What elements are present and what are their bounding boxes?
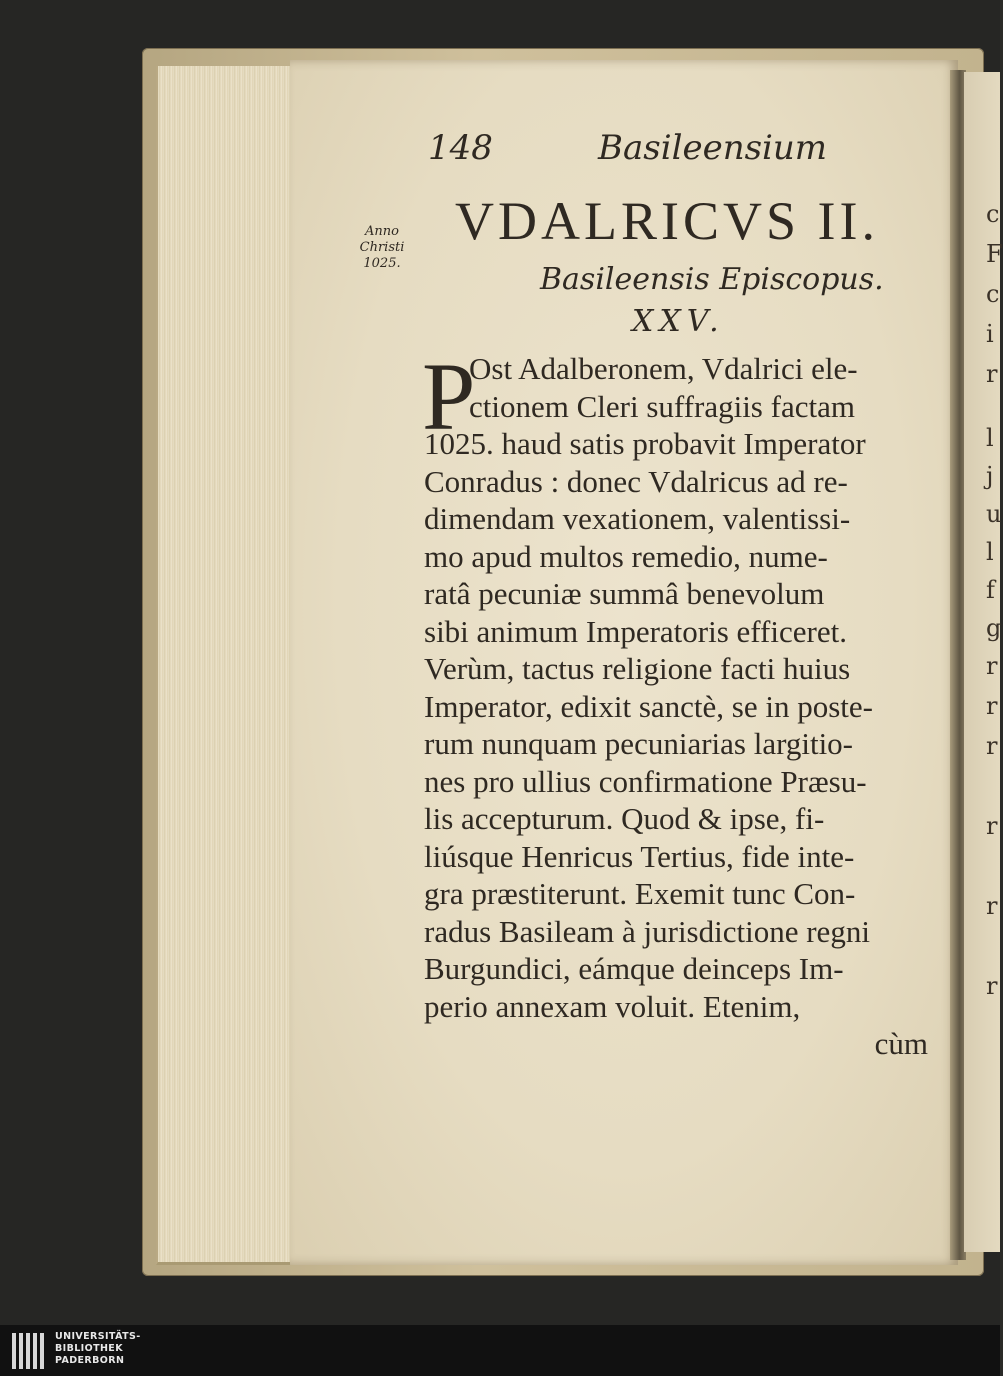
chapter-subtitle: Basileensis Episcopus. [540,262,884,297]
library-name-line: UNIVERSITÄTS- [55,1331,141,1342]
next-page-letter: r [986,892,998,920]
margin-note-line: 1025. [363,256,401,271]
next-page-letter: u [986,500,1002,528]
next-page-letter: l [986,424,994,452]
library-logo-icon [12,1333,48,1369]
library-name-line: BIBLIOTHEK [55,1343,123,1354]
body-text [422,343,964,1063]
margin-note-line: Anno [365,224,399,239]
next-page-letter: c [986,280,1000,308]
next-page-letter: c [986,200,1000,228]
text-line: Verùm, tactus religione facti huius [424,651,851,686]
text-line: 1025. haud satis probavit Imperator [424,426,866,461]
next-page-letter: r [986,972,998,1000]
next-page-letter: g [986,614,1002,642]
institution-footer [0,1325,1000,1376]
library-name-line: PADERBORN [55,1355,125,1366]
page-edges [156,66,294,1265]
running-head-title: Basileensium [598,128,828,168]
library-name [55,1331,141,1367]
text-line: lis accepturum. Quod & ipse, fi- [424,801,825,836]
running-head [428,128,828,172]
text-line: Conradus : donec Vdalricus ad re- [424,463,848,499]
next-page-glimpse [964,72,1003,1252]
text-line: Ost Adalberonem, Vdalrici ele- [469,351,858,386]
catchword: cùm [874,1026,928,1061]
chapter-title: VDALRICVS II. [455,191,879,251]
next-page-letter: r [986,692,998,720]
text-line: rum nunquam pecuniarias largitio- [424,726,854,761]
margin-note [352,224,412,272]
next-page-letter: r [986,812,998,840]
next-page-letter: r [986,360,998,388]
next-page-letter: f [986,576,995,604]
next-page-letter: r [986,732,998,760]
margin-note-line: Christi [359,240,405,255]
next-page-letter: l [986,538,994,566]
text-line: dimendam vexationem, valentissi- [424,501,851,536]
drop-capital: P [422,343,476,450]
next-page-letter: j [986,462,994,490]
text-line: gra præstiterunt. Exemit tunc Con- [424,876,856,911]
text-line: Burgundici, eámque deinceps Im- [424,951,844,986]
text-line: Imperator, edixit sanctè, se in poste- [424,688,873,724]
text-line: sibi animum Imperatoris efficeret. [424,613,847,649]
text-line: liúsque Henricus Tertius, fide inte- [424,838,855,874]
text-line: nes pro ullius confirmatione Præsu- [424,763,867,799]
text-line: perio annexam voluit. Etenim, [424,988,801,1024]
next-page-letter: r [986,652,998,680]
next-page-letter: F [986,240,1003,268]
text-line: radus Basileam à jurisdictione regni [424,913,870,949]
text-line: mo apud multos remedio, nume- [424,538,828,574]
page-number: 148 [428,128,493,168]
chapter-number: XXV. [632,304,725,339]
text-line: ctionem Cleri suffragiis factam [469,388,855,424]
text-line: ratâ pecuniæ summâ benevolum [424,576,825,611]
next-page-letter: i [986,320,994,348]
